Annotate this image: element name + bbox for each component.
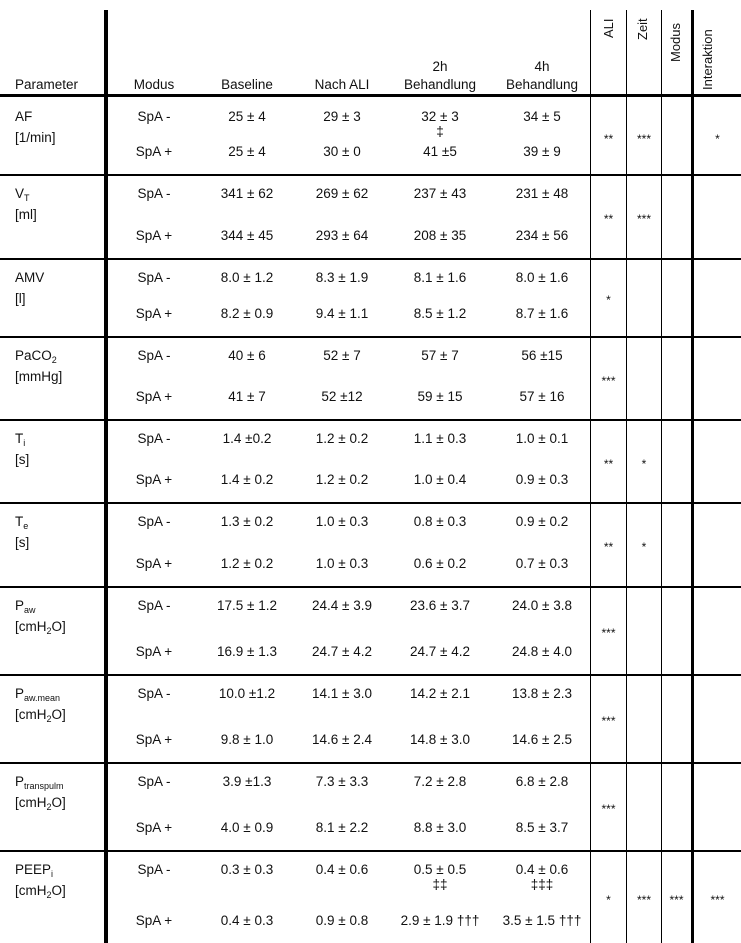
parameter-main: AF bbox=[15, 109, 33, 124]
parameter-unit-text: [1/min] bbox=[15, 130, 56, 145]
header-nach-ali: Nach ALI bbox=[314, 77, 370, 92]
2h-value: 24.7 ± 4.2 bbox=[410, 644, 470, 659]
4h-significance-mark: ‡‡‡ bbox=[530, 877, 554, 892]
header-sig-ali: ALI bbox=[601, 18, 616, 38]
sig-interaktion: *** bbox=[710, 892, 725, 907]
4h-value: 24.0 ± 3.8 bbox=[512, 598, 572, 613]
row-rule bbox=[0, 336, 741, 338]
baseline-value: 8.0 ± 1.2 bbox=[220, 270, 274, 285]
4h-value: 6.8 ± 2.8 bbox=[515, 774, 569, 789]
parameter-unit-text: [mmHg] bbox=[15, 369, 63, 384]
sig-ali: ** bbox=[603, 540, 614, 554]
parameter-name bbox=[15, 774, 64, 790]
baseline-value: 1.3 ± 0.2 bbox=[220, 514, 274, 529]
sig-zeit: * bbox=[641, 456, 647, 471]
2h-value: 23.6 ± 3.7 bbox=[410, 598, 470, 613]
parameter-unit bbox=[15, 452, 29, 468]
unit-subscript: 2 bbox=[46, 890, 52, 900]
nach-ali-value: 24.4 ± 3.9 bbox=[312, 598, 372, 613]
parameter-main: P bbox=[15, 598, 25, 613]
2h-value: 59 ± 15 bbox=[417, 389, 463, 404]
header-parameter: Parameter bbox=[15, 77, 79, 92]
unit-subscript: 2 bbox=[46, 714, 52, 724]
4h-value: 1.0 ± 0.1 bbox=[515, 431, 569, 446]
2h-value: 14.2 ± 2.1 bbox=[410, 686, 470, 701]
4h-value: 24.8 ± 4.0 bbox=[512, 644, 572, 659]
modus-spa-plus: SpA + bbox=[135, 389, 173, 404]
4h-value: 0.7 ± 0.3 bbox=[515, 556, 569, 571]
2h-value: 32 ± 3 bbox=[421, 109, 459, 124]
baseline-value: 1.2 ± 0.2 bbox=[220, 556, 274, 571]
header-4h-line2: Behandlung bbox=[505, 77, 579, 92]
parameter-name bbox=[15, 270, 44, 286]
baseline-value: 25 ± 4 bbox=[228, 109, 266, 124]
nach-ali-value: 0.9 ± 0.8 bbox=[315, 913, 369, 928]
nach-ali-value: 24.7 ± 4.2 bbox=[312, 644, 372, 659]
modus-spa-minus: SpA - bbox=[137, 686, 171, 701]
modus-spa-plus: SpA + bbox=[135, 472, 173, 487]
2h-value: 1.1 ± 0.3 bbox=[413, 431, 467, 446]
4h-value: 56 ±15 bbox=[521, 348, 563, 363]
4h-value: 8.7 ± 1.6 bbox=[515, 306, 569, 321]
modus-spa-minus: SpA - bbox=[137, 774, 171, 789]
modus-spa-minus: SpA - bbox=[137, 514, 171, 529]
modus-spa-plus: SpA + bbox=[135, 306, 173, 321]
sig-ali: *** bbox=[601, 802, 616, 816]
modus-spa-plus: SpA + bbox=[135, 913, 173, 928]
modus-spa-minus: SpA - bbox=[137, 186, 171, 201]
header-2h-line1: 2h bbox=[432, 59, 448, 74]
4h-value: 57 ± 16 bbox=[519, 389, 565, 404]
baseline-value: 1.4 ± 0.2 bbox=[220, 472, 274, 487]
baseline-value: 0.4 ± 0.3 bbox=[220, 913, 274, 928]
sig-ali: ** bbox=[603, 212, 614, 226]
nach-ali-value: 0.4 ± 0.6 bbox=[315, 862, 369, 877]
parameter-unit-visual: [cmH$_2$O] bbox=[15, 883, 66, 900]
sig-ali: * bbox=[606, 892, 611, 907]
header-sig-modus: Modus bbox=[668, 22, 683, 62]
4h-value: 0.9 ± 0.3 bbox=[515, 472, 569, 487]
nach-ali-value: 269 ± 62 bbox=[315, 186, 369, 201]
2h-value: 14.8 ± 3.0 bbox=[410, 732, 470, 747]
row-rule bbox=[0, 850, 741, 852]
baseline-value: 1.4 ±0.2 bbox=[222, 431, 272, 446]
zeit-vertical-divider bbox=[626, 10, 627, 943]
modus-spa-plus: SpA + bbox=[135, 228, 173, 243]
parameter-main: T bbox=[15, 514, 24, 529]
modus-spa-minus: SpA - bbox=[137, 270, 171, 285]
nach-ali-value: 293 ± 64 bbox=[315, 228, 369, 243]
row-rule bbox=[0, 762, 741, 764]
nach-ali-value: 52 ±12 bbox=[321, 389, 363, 404]
row-rule bbox=[0, 258, 741, 260]
parameter-unit bbox=[15, 535, 29, 551]
nach-ali-value: 29 ± 3 bbox=[323, 109, 361, 124]
2h-value: 1.0 ± 0.4 bbox=[413, 472, 467, 487]
nach-ali-value: 9.4 ± 1.1 bbox=[315, 306, 369, 321]
modus-vertical-divider bbox=[661, 10, 662, 943]
modus-spa-plus: SpA + bbox=[135, 144, 173, 159]
nach-ali-value: 14.6 ± 2.4 bbox=[312, 732, 372, 747]
baseline-value: 344 ± 45 bbox=[220, 228, 274, 243]
parameter-unit bbox=[15, 883, 66, 899]
nach-ali-value: 8.3 ± 1.9 bbox=[315, 270, 369, 285]
baseline-value: 4.0 ± 0.9 bbox=[220, 820, 274, 835]
nach-ali-value: 1.0 ± 0.3 bbox=[315, 556, 369, 571]
main-vertical-divider bbox=[104, 10, 108, 943]
nach-ali-value: 1.2 ± 0.2 bbox=[315, 431, 369, 446]
nach-ali-value: 7.3 ± 3.3 bbox=[315, 774, 369, 789]
4h-value: 3.5 ± 1.5 ††† bbox=[502, 913, 582, 928]
baseline-value: 41 ± 7 bbox=[228, 389, 266, 404]
2h-significance-mark: ‡ bbox=[436, 124, 444, 139]
modus-spa-plus: SpA + bbox=[135, 820, 173, 835]
sig-zeit: *** bbox=[636, 131, 651, 146]
2h-value: 8.8 ± 3.0 bbox=[413, 820, 467, 835]
parameter-subscript: 2 bbox=[51, 355, 57, 365]
sig-modus: *** bbox=[669, 892, 684, 907]
4h-value: 8.5 ± 3.7 bbox=[515, 820, 569, 835]
parameter-subscript: transpulm bbox=[24, 781, 64, 791]
nach-ali-value: 8.1 ± 2.2 bbox=[315, 820, 369, 835]
unit-subscript: 2 bbox=[46, 626, 52, 636]
parameter-unit-text: [s] bbox=[15, 452, 30, 467]
modus-spa-plus: SpA + bbox=[135, 556, 173, 571]
parameter-main: P bbox=[15, 686, 25, 701]
nach-ali-value: 1.2 ± 0.2 bbox=[315, 472, 369, 487]
sig-zeit: *** bbox=[636, 892, 651, 907]
parameter-unit-visual: [cmH$_2$O] bbox=[15, 619, 66, 636]
row-rule bbox=[0, 419, 741, 421]
parameter-unit-visual: [cmH$_2$O] bbox=[15, 707, 66, 724]
parameter-unit-visual: [cmH$_2$O] bbox=[15, 795, 66, 812]
parameter-name bbox=[15, 686, 60, 702]
baseline-value: 16.9 ± 1.3 bbox=[217, 644, 277, 659]
parameter-name bbox=[15, 348, 57, 364]
row-rule bbox=[0, 586, 741, 588]
parameter-subscript: i bbox=[23, 438, 26, 448]
header-2h-line2: Behandlung bbox=[403, 77, 477, 92]
2h-value: 237 ± 43 bbox=[413, 186, 467, 201]
sig-interaktion: * bbox=[715, 131, 720, 146]
sig-ali: *** bbox=[601, 373, 616, 388]
parameter-unit-text: [ml] bbox=[15, 207, 37, 222]
parameter-main: PaCO bbox=[15, 348, 52, 363]
parameter-main: V bbox=[15, 186, 25, 201]
4h-value: 8.0 ± 1.6 bbox=[515, 270, 569, 285]
row-rule bbox=[0, 502, 741, 504]
4h-value: 234 ± 56 bbox=[515, 228, 569, 243]
modus-spa-minus: SpA - bbox=[137, 598, 171, 613]
2h-value: 8.1 ± 1.6 bbox=[413, 270, 467, 285]
baseline-value: 341 ± 62 bbox=[220, 186, 274, 201]
parameter-unit bbox=[15, 291, 26, 307]
baseline-value: 8.2 ± 0.9 bbox=[220, 306, 274, 321]
nach-ali-value: 52 ± 7 bbox=[323, 348, 361, 363]
2h-value: 0.5 ± 0.5 bbox=[413, 862, 467, 877]
2h-value: 208 ± 35 bbox=[413, 228, 467, 243]
4h-value: 231 ± 48 bbox=[515, 186, 569, 201]
parameter-subscript: T bbox=[24, 193, 30, 203]
parameter-main: T bbox=[15, 431, 24, 446]
4h-value: 0.9 ± 0.2 bbox=[515, 514, 569, 529]
2h-value: 41 ±5 bbox=[423, 144, 457, 159]
baseline-value: 25 ± 4 bbox=[228, 144, 266, 159]
2h-value: 8.5 ± 1.2 bbox=[413, 306, 467, 321]
modus-spa-minus: SpA - bbox=[137, 862, 171, 877]
4h-value: 14.6 ± 2.5 bbox=[512, 732, 572, 747]
interaktion-vertical-divider bbox=[691, 10, 694, 943]
parameter-name bbox=[15, 431, 25, 447]
parameter-subscript: e bbox=[23, 521, 29, 531]
unit-subscript: 2 bbox=[46, 802, 52, 812]
parameter-name bbox=[15, 514, 28, 530]
header-baseline: Baseline bbox=[221, 77, 273, 92]
sig-ali: *** bbox=[601, 626, 616, 640]
parameter-main: AMV bbox=[15, 270, 45, 285]
sig-zeit: * bbox=[641, 540, 647, 554]
parameter-name bbox=[15, 598, 36, 614]
4h-value: 0.4 ± 0.6 bbox=[515, 862, 569, 877]
2h-value: 57 ± 7 bbox=[421, 348, 459, 363]
nach-ali-value: 1.0 ± 0.3 bbox=[315, 514, 369, 529]
4h-value: 13.8 ± 2.3 bbox=[512, 686, 572, 701]
parameter-name bbox=[15, 862, 53, 878]
parameter-unit bbox=[15, 707, 66, 723]
sig-ali: ** bbox=[603, 131, 614, 146]
header-modus: Modus bbox=[133, 77, 175, 92]
baseline-value: 0.3 ± 0.3 bbox=[220, 862, 274, 877]
parameter-unit bbox=[15, 795, 66, 811]
2h-value: 7.2 ± 2.8 bbox=[413, 774, 467, 789]
parameter-subscript: i bbox=[51, 869, 54, 879]
modus-spa-plus: SpA + bbox=[135, 732, 173, 747]
parameter-unit bbox=[15, 207, 37, 223]
parameter-subscript: aw bbox=[24, 605, 36, 615]
header-sig-zeit: Zeit bbox=[635, 18, 650, 40]
baseline-value: 40 ± 6 bbox=[228, 348, 266, 363]
parameter-unit bbox=[15, 130, 56, 146]
parameter-name bbox=[15, 109, 32, 125]
row-rule bbox=[0, 174, 741, 176]
modus-spa-minus: SpA - bbox=[137, 109, 171, 124]
baseline-value: 3.9 ±1.3 bbox=[222, 774, 272, 789]
4h-value: 34 ± 5 bbox=[523, 109, 561, 124]
2h-significance-mark: ‡‡ bbox=[432, 877, 448, 892]
parameter-unit-text: [l] bbox=[15, 291, 26, 306]
modus-spa-plus: SpA + bbox=[135, 644, 173, 659]
header-rule bbox=[0, 94, 741, 97]
sig-zeit: *** bbox=[636, 212, 651, 226]
header-sig-interaktion: Interaktion bbox=[700, 29, 715, 90]
baseline-value: 9.8 ± 1.0 bbox=[220, 732, 274, 747]
parameter-main: P bbox=[15, 774, 25, 789]
baseline-value: 17.5 ± 1.2 bbox=[217, 598, 277, 613]
parameter-unit bbox=[15, 369, 62, 385]
parameter-unit-text: [s] bbox=[15, 535, 30, 550]
modus-spa-minus: SpA - bbox=[137, 431, 171, 446]
parameter-unit bbox=[15, 619, 66, 635]
2h-value: 0.8 ± 0.3 bbox=[413, 514, 467, 529]
sig-ali: * bbox=[606, 293, 611, 307]
parameter-name bbox=[15, 186, 30, 202]
row-rule bbox=[0, 674, 741, 676]
baseline-value: 10.0 ±1.2 bbox=[218, 686, 276, 701]
2h-value: 2.9 ± 1.9 ††† bbox=[400, 913, 480, 928]
modus-spa-minus: SpA - bbox=[137, 348, 171, 363]
4h-value: 39 ± 9 bbox=[523, 144, 561, 159]
header-4h-line1: 4h bbox=[534, 59, 550, 74]
parameter-main: PEEP bbox=[15, 862, 52, 877]
sig-ali: ** bbox=[603, 456, 614, 471]
sig-ali: *** bbox=[601, 714, 616, 728]
2h-value: 0.6 ± 0.2 bbox=[413, 556, 467, 571]
parameter-subscript: aw.mean bbox=[24, 693, 61, 703]
nach-ali-value: 30 ± 0 bbox=[323, 144, 361, 159]
nach-ali-value: 14.1 ± 3.0 bbox=[312, 686, 372, 701]
